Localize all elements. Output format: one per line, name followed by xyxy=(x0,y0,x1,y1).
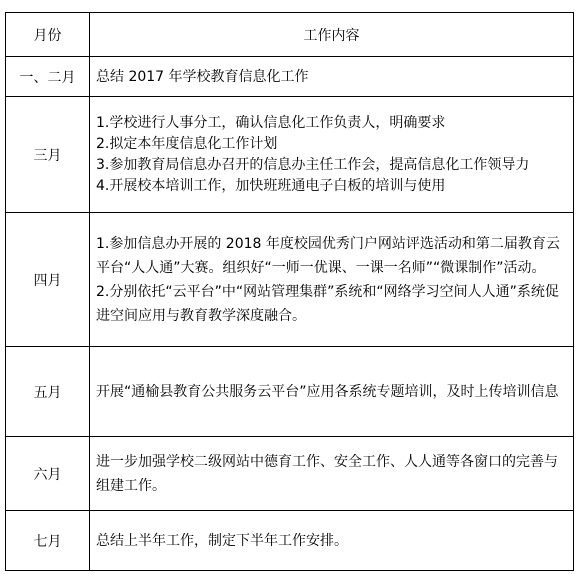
work-plan-table xyxy=(5,12,574,571)
row-content xyxy=(90,57,574,97)
row-month: 七月 xyxy=(6,511,90,571)
row-month: 一、二月 xyxy=(6,57,90,97)
row-month: 六月 xyxy=(6,437,90,511)
content-line: 总结 2017 年学校教育信息化工作 xyxy=(96,68,309,85)
table-row xyxy=(6,511,574,571)
table-row xyxy=(6,437,574,511)
content-line: 2.拟定本年度信息化工作计划 xyxy=(96,135,278,152)
row-content xyxy=(90,347,574,437)
table-row xyxy=(6,57,574,97)
content-line: 开展“通榆县教育公共服务云平台”应用各系统专题培训，及时上传培训信息 xyxy=(96,383,559,400)
row-month: 五月 xyxy=(6,347,90,437)
table-row xyxy=(6,97,574,213)
header-month: 月份 xyxy=(6,13,90,57)
content-line: 3.参加教育局信息办召开的信息办主任工作会，提高信息化工作领导力 xyxy=(96,156,530,173)
row-month: 四月 xyxy=(6,213,90,347)
content-line: 4.开展校本培训工作，加快班班通电子白板的培训与使用 xyxy=(96,177,446,194)
content-line: 总结上半年工作，制定下半年工作安排。 xyxy=(96,532,348,549)
row-content xyxy=(90,511,574,571)
table-row xyxy=(6,213,574,347)
header-content: 工作内容 xyxy=(90,13,574,57)
row-content xyxy=(90,213,574,347)
row-content xyxy=(90,97,574,213)
row-content xyxy=(90,437,574,511)
table-row xyxy=(6,347,574,437)
table-header-row xyxy=(6,13,574,57)
content-line: 1.参加信息办开展的 2018 年度校园优秀门户网站评选活动和第二届教育云平台“人人通”大赛。组织好“一师一优课、一课一名师”“微课制作”活动。 xyxy=(96,235,560,276)
content-line: 进一步加强学校二级网站中德育工作、安全工作、人人通等各窗口的完善与组建工作。 xyxy=(96,453,558,494)
content-line: 1.学校进行人事分工，确认信息化工作负责人，明确要求 xyxy=(96,114,446,131)
row-month: 三月 xyxy=(6,97,90,213)
content-line: 2.分别依托“云平台”中“网站管理集群”系统和“网络学习空间人人通”系统促进空间应用与教育教学深度融合。 xyxy=(96,283,559,324)
